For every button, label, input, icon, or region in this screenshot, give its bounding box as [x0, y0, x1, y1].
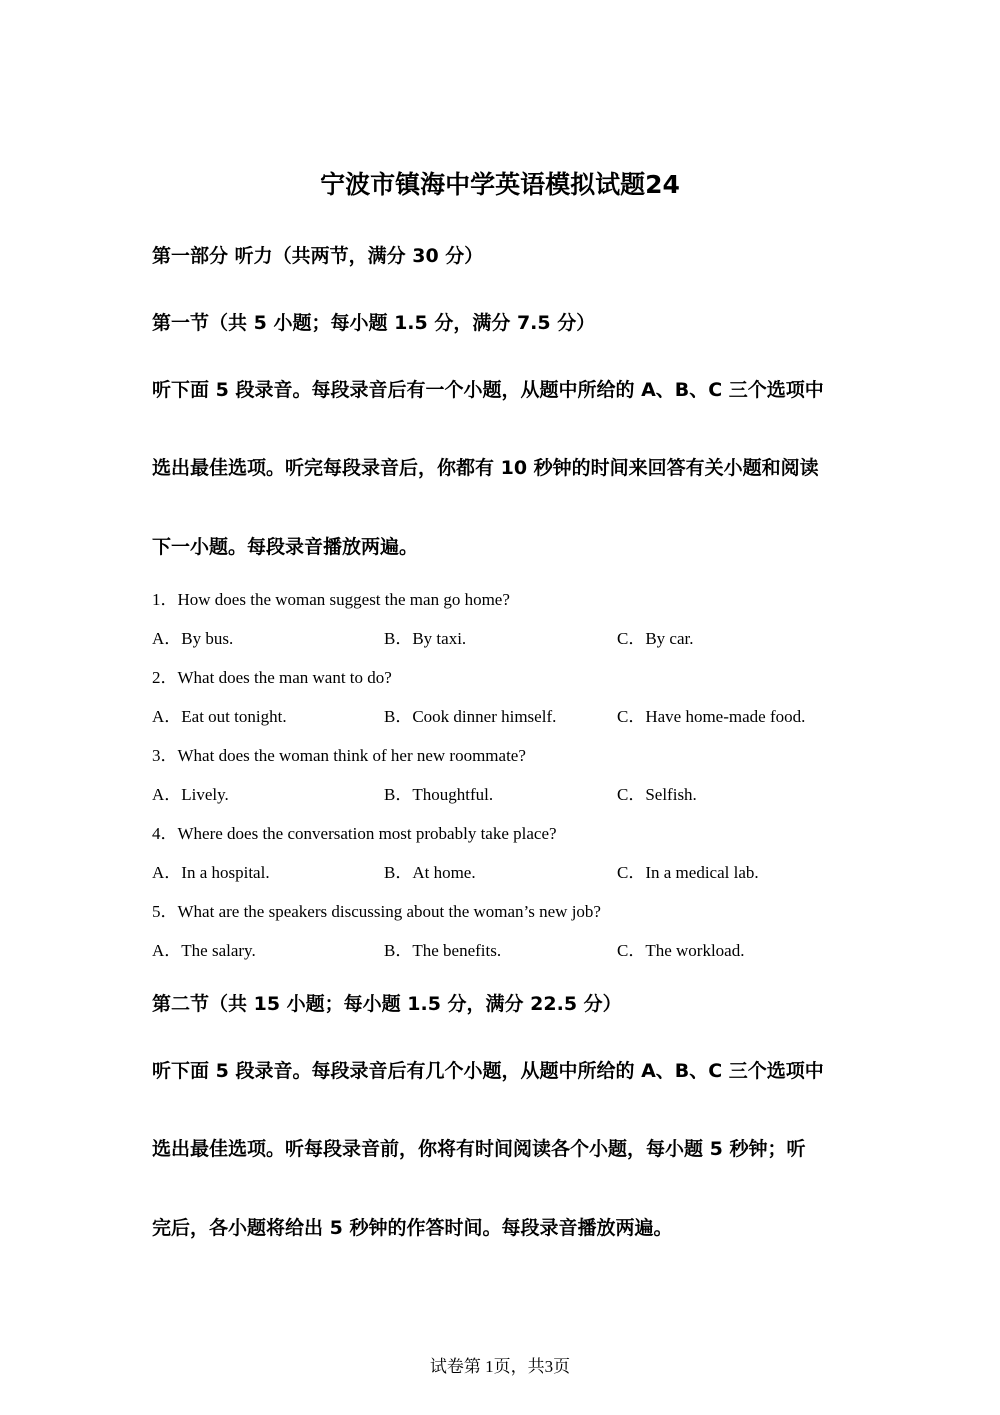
question-stem: 3．What does the woman think of her new roommate?: [152, 746, 526, 765]
section1-instruction-line: 下一小题。每段录音播放两遍。: [152, 536, 419, 558]
option-c: C．Have home-made food.: [617, 707, 806, 726]
option-c: C．In a medical lab.: [617, 863, 759, 882]
question-stem: 1．How does the woman suggest the man go home?: [152, 590, 510, 609]
option-a: A．The salary.: [152, 941, 256, 960]
option-a: A．Lively.: [152, 785, 229, 804]
option-a: A．In a hospital.: [152, 863, 270, 882]
option-b: B．Thoughtful.: [384, 785, 494, 804]
question-stem: 4．Where does the conversation most probably take place?: [152, 824, 557, 843]
section2-heading: 第二节（共 15 小题；每小题 1.5 分，满分 22.5 分）: [152, 993, 622, 1015]
question-stem: 2．What does the man want to do?: [152, 668, 392, 687]
section1-instruction-line: 听下面 5 段录音。每段录音后有一个小题，从题中所给的 A、B、C 三个选项中: [152, 379, 824, 401]
question-stem: 5．What are the speakers discussing about the woman’s new job?: [152, 902, 601, 921]
section1-instruction-line: 选出最佳选项。听完每段录音后，你都有 10 秒钟的时间来回答有关小题和阅读: [152, 457, 819, 479]
option-c: C．The workload.: [617, 941, 745, 960]
section1-heading: 第一节（共 5 小题；每小题 1.5 分，满分 7.5 分）: [152, 312, 596, 334]
section2-instruction-line: 完后，各小题将给出 5 秒钟的作答时间。每段录音播放两遍。: [152, 1217, 673, 1239]
option-c: C．Selfish.: [617, 785, 697, 804]
option-b: B．The benefits.: [384, 941, 502, 960]
page-footer: 试卷第 1页，共3页: [429, 1357, 571, 1376]
option-b: B．By taxi.: [384, 629, 467, 648]
option-a: A．By bus.: [152, 629, 234, 648]
option-c: C．By car.: [617, 629, 694, 648]
option-b: B．Cook dinner himself.: [384, 707, 557, 726]
part1-heading: 第一部分 听力（共两节，满分 30 分）: [152, 245, 484, 267]
page-title: 宁波市镇海中学英语模拟试题24: [320, 170, 680, 199]
option-a: A．Eat out tonight.: [152, 707, 287, 726]
section2-instruction-line: 听下面 5 段录音。每段录音后有几个小题，从题中所给的 A、B、C 三个选项中: [152, 1060, 824, 1082]
option-b: B．At home.: [384, 863, 476, 882]
section2-instruction-line: 选出最佳选项。听每段录音前，你将有时间阅读各个小题，每小题 5 秒钟；听: [152, 1138, 806, 1160]
